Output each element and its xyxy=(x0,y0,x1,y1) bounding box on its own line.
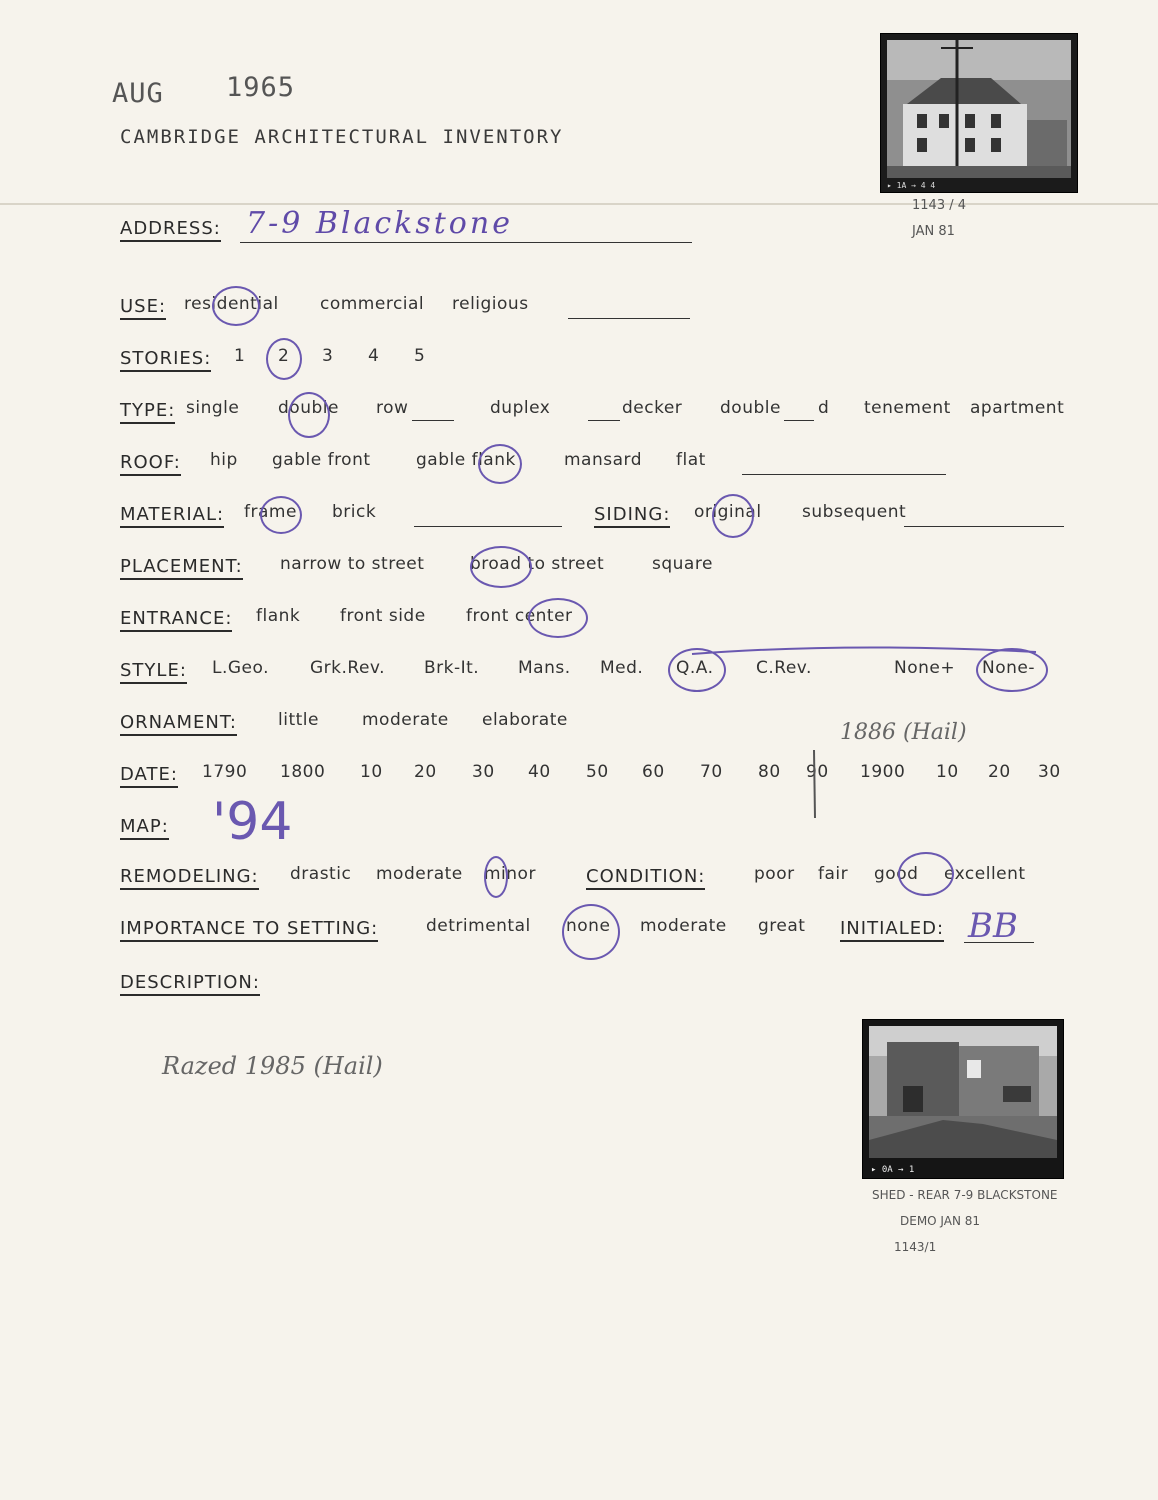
placement-narrow: narrow to street xyxy=(280,554,425,574)
type-apartment: apartment xyxy=(970,398,1065,418)
stories-2-circle xyxy=(266,338,302,380)
style-none-minus: None- xyxy=(982,658,1035,678)
description-label: DESCRIPTION: xyxy=(120,972,260,996)
date-1790: 1790 xyxy=(202,762,248,782)
material-frame-circle xyxy=(260,496,302,534)
type-double-circle xyxy=(288,392,330,438)
entrance-front-center: front center xyxy=(466,606,573,626)
roof-mansard: mansard xyxy=(564,450,643,470)
type-row-line xyxy=(412,420,454,421)
importance-none-circle xyxy=(562,904,620,960)
style-mans: Mans. xyxy=(518,658,571,678)
date-50: 50 xyxy=(586,762,609,782)
roof-flat: flat xyxy=(676,450,706,470)
date-label: DATE: xyxy=(120,764,178,788)
map-value: '94 xyxy=(212,792,293,852)
siding-label: SIDING: xyxy=(594,504,670,528)
roof-label: ROOF: xyxy=(120,452,181,476)
style-brkit: Brk-It. xyxy=(424,658,480,678)
style-qa: Q.A. xyxy=(676,658,714,678)
style-crev: C.Rev. xyxy=(756,658,812,678)
date-40: 40 xyxy=(528,762,551,782)
house-photo xyxy=(880,33,1078,193)
type-decker: decker xyxy=(622,398,683,418)
shed-caption-line3: 1143/1 xyxy=(894,1240,937,1254)
type-row: row xyxy=(376,398,409,418)
siding-original-circle xyxy=(712,494,754,538)
importance-detrimental: detrimental xyxy=(426,916,531,936)
entrance-flank: flank xyxy=(256,606,301,626)
date-1930: 30 xyxy=(1038,762,1061,782)
shed-caption-line2: DEMO JAN 81 xyxy=(900,1214,981,1228)
style-none-plus: None+ xyxy=(894,658,956,678)
photo-caption-number: 1143 / 4 xyxy=(912,198,966,213)
condition-good-circle xyxy=(898,852,954,896)
material-brick: brick xyxy=(332,502,377,522)
svg-text:▸ 1A → 4 4: ▸ 1A → 4 4 xyxy=(887,181,936,190)
importance-label: IMPORTANCE TO SETTING: xyxy=(120,918,378,942)
ornament-elaborate: elaborate xyxy=(482,710,568,730)
stories-3: 3 xyxy=(322,346,334,366)
description-note: Razed 1985 (Hail) xyxy=(162,1052,383,1080)
date-10: 10 xyxy=(360,762,383,782)
initialed-value: BB xyxy=(968,906,1018,946)
ornament-moderate: moderate xyxy=(362,710,449,730)
stories-2: 2 xyxy=(278,346,290,366)
roof-gable-flank-circle xyxy=(478,444,522,484)
date-80: 80 xyxy=(758,762,781,782)
stories-4: 4 xyxy=(368,346,380,366)
initialed-label: INITIALED: xyxy=(840,918,944,942)
use-label: USE: xyxy=(120,296,166,320)
entrance-label: ENTRANCE: xyxy=(120,608,232,632)
date-90: 90 xyxy=(806,762,829,782)
ornament-little: little xyxy=(278,710,319,730)
remodeling-moderate: moderate xyxy=(376,864,463,884)
address-label: ADDRESS: xyxy=(120,218,221,242)
shed-photo xyxy=(862,1019,1064,1179)
type-double: double xyxy=(278,398,339,418)
address-line xyxy=(240,242,692,243)
date-30: 30 xyxy=(472,762,495,782)
remodeling-minor: minor xyxy=(484,864,536,884)
roof-gable-flank: gable flank xyxy=(416,450,516,470)
date-70: 70 xyxy=(700,762,723,782)
style-lgeo: L.Geo. xyxy=(212,658,270,678)
importance-moderate: moderate xyxy=(640,916,727,936)
remodeling-label: REMODELING: xyxy=(120,866,259,890)
remodeling-drastic: drastic xyxy=(290,864,352,884)
stories-1: 1 xyxy=(234,346,246,366)
siding-original: original xyxy=(694,502,762,522)
date-annotation: 1886 (Hail) xyxy=(840,720,967,745)
initialed-line xyxy=(964,942,1034,943)
roof-other-line xyxy=(742,474,946,475)
remodeling-minor-mark xyxy=(484,856,508,898)
paper-fold-line xyxy=(0,203,1158,205)
material-other-line xyxy=(414,526,562,527)
condition-label: CONDITION: xyxy=(586,866,705,890)
siding-other-line xyxy=(904,526,1064,527)
address-value: 7-9 Blackstone xyxy=(246,206,513,241)
placement-label: PLACEMENT: xyxy=(120,556,243,580)
roof-hip: hip xyxy=(210,450,238,470)
type-tenement: tenement xyxy=(864,398,951,418)
type-double-d-line xyxy=(784,420,814,421)
condition-good: good xyxy=(874,864,919,884)
date-1900: 1900 xyxy=(860,762,906,782)
type-double-decker: double xyxy=(720,398,781,418)
use-commercial: commercial xyxy=(320,294,425,314)
entrance-front-side: front side xyxy=(340,606,426,626)
date-20: 20 xyxy=(414,762,437,782)
use-other-line xyxy=(568,318,690,319)
use-residential: residential xyxy=(184,294,279,314)
placement-square: square xyxy=(652,554,713,574)
siding-subsequent: subsequent xyxy=(802,502,907,522)
style-grkrev: Grk.Rev. xyxy=(310,658,386,678)
ornament-label: ORNAMENT: xyxy=(120,712,237,736)
placement-broad-circle xyxy=(470,546,532,588)
date-1910: 10 xyxy=(936,762,959,782)
style-pen-stroke xyxy=(690,640,1040,660)
use-religious: religious xyxy=(452,294,529,314)
use-residential-circle xyxy=(212,286,260,326)
type-d: d xyxy=(818,398,830,418)
condition-poor: poor xyxy=(754,864,795,884)
condition-excellent: excellent xyxy=(944,864,1026,884)
date-1800: 1800 xyxy=(280,762,326,782)
importance-none: none xyxy=(566,916,611,936)
map-label: MAP: xyxy=(120,816,169,840)
type-single: single xyxy=(186,398,240,418)
photo-caption-date: JAN 81 xyxy=(912,224,955,239)
film-marks: ▸ 0A → 1 xyxy=(871,1165,915,1175)
stories-5: 5 xyxy=(414,346,426,366)
material-frame: frame xyxy=(244,502,297,522)
style-label: STYLE: xyxy=(120,660,187,684)
condition-fair: fair xyxy=(818,864,849,884)
date-1920: 20 xyxy=(988,762,1011,782)
form-title: CAMBRIDGE ARCHITECTURAL INVENTORY xyxy=(120,126,564,148)
type-label: TYPE: xyxy=(120,400,175,424)
shed-caption-line1: SHED - REAR 7-9 BLACKSTONE xyxy=(872,1188,1058,1202)
style-med: Med. xyxy=(600,658,644,678)
date-60: 60 xyxy=(642,762,665,782)
roof-gable-front: gable front xyxy=(272,450,371,470)
material-label: MATERIAL: xyxy=(120,504,224,528)
type-duplex: duplex xyxy=(490,398,551,418)
placement-broad: broad to street xyxy=(470,554,605,574)
type-decker-line xyxy=(588,420,620,421)
importance-great: great xyxy=(758,916,806,936)
entrance-center-circle xyxy=(528,598,588,638)
date-pencil-tick xyxy=(806,748,822,820)
stories-label: STORIES: xyxy=(120,348,211,372)
date-stamp-year: 1965 xyxy=(226,72,296,103)
date-stamp-month: AUG xyxy=(112,78,164,109)
